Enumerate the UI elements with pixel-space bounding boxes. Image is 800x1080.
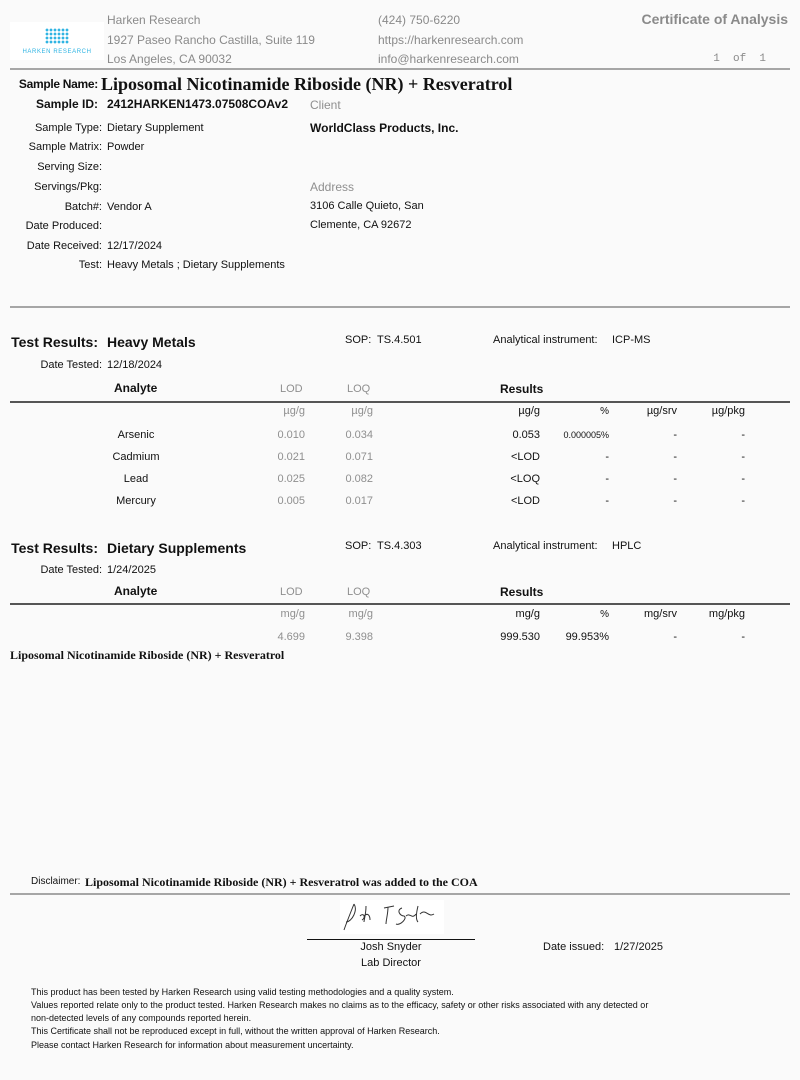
unit-result: mg/g (515, 608, 540, 620)
hm-header-results: Results (500, 382, 544, 396)
per-serving-value: - (673, 429, 677, 441)
lod-value: 0.005 (277, 495, 305, 507)
logo-dots-icon (45, 28, 69, 44)
sample-id-label: Sample ID: (35, 97, 98, 111)
disclaimer-text: Liposomal Nicotinamide Riboside (NR) + Resveratrol was added to the COA (85, 875, 478, 889)
analyte-name: Cadmium (112, 451, 160, 463)
sample-field-label: Servings/Pkg: (34, 181, 102, 193)
footer-line: This Certificate shall not be reproduced except in full, without the written approval of Harken Research. (31, 1026, 440, 1036)
lod-value: 0.021 (277, 451, 305, 463)
hm-sop-value: TS.4.501 (377, 334, 422, 346)
result-value: <LOD (510, 451, 540, 463)
header-divider (10, 68, 790, 70)
per-serving-value: - (673, 473, 677, 485)
analyte-name: Arsenic (117, 429, 155, 441)
hm-title-label: Test Results: (11, 334, 98, 350)
disclaimer-divider (10, 893, 790, 895)
footer-line: This product has been tested by Harken Research using valid testing methodologies and a quality system. (31, 987, 454, 997)
unit-lod: µg/g (283, 405, 305, 417)
analyte-name: Liposomal Nicotinamide Riboside (NR) + Resveratrol (10, 648, 285, 662)
hm-header-lod: LOD (280, 383, 303, 395)
document-title: Certificate of Analysis (641, 11, 788, 27)
per-serving-value: - (673, 451, 677, 463)
lod-value: 0.025 (277, 473, 305, 485)
sample-field-label: Serving Size: (37, 161, 102, 173)
hm-header-analyte: Analyte (114, 381, 158, 395)
ds-instrument-label: Analytical instrument: (493, 540, 598, 552)
ds-date-label: Date Tested: (40, 564, 102, 576)
sample-field-label: Batch#: (64, 201, 102, 213)
unit-lod: mg/g (280, 608, 305, 620)
hm-table-rule (10, 401, 790, 403)
hm-title-value: Heavy Metals (107, 334, 196, 350)
signature-image (340, 900, 444, 934)
sample-divider (10, 306, 790, 308)
footer-line: Values reported relate only to the product tested. Harken Research makes no claims as to the efficacy, safety or other risks associated with any detected or (31, 1000, 649, 1010)
ds-table-rule (10, 603, 790, 605)
loq-value: 0.034 (345, 429, 373, 441)
percent-value: 0.000005% (563, 430, 609, 440)
company-website[interactable]: https://harkenresearch.com (378, 33, 524, 47)
unit-per-package: mg/pkg (708, 608, 745, 620)
hm-date-label: Date Tested: (40, 359, 102, 371)
client-label: Client (310, 98, 341, 112)
company-name: Harken Research (107, 13, 201, 27)
ds-header-analyte: Analyte (114, 584, 158, 598)
sample-field-value: 12/17/2024 (107, 240, 163, 252)
sample-id-value: 2412HARKEN1473.07508COAv2 (107, 97, 288, 111)
ds-header-results: Results (500, 585, 544, 599)
ds-sop-label: SOP: (345, 540, 372, 552)
ds-title-value: Dietary Supplements (107, 540, 247, 556)
per-package-value: - (741, 631, 745, 643)
hm-date-value: 12/18/2024 (107, 359, 163, 371)
per-serving-value: - (673, 495, 677, 507)
lod-value: 0.010 (277, 429, 305, 441)
percent-value: - (605, 473, 609, 485)
per-package-value: - (741, 473, 745, 485)
sample-field-label: Sample Matrix: (28, 141, 102, 153)
loq-value: 0.017 (345, 495, 373, 507)
unit-result: µg/g (518, 405, 540, 417)
signature-scribble-icon (340, 900, 444, 934)
sample-field-value: Powder (107, 141, 145, 153)
per-package-value: - (741, 451, 745, 463)
analyte-name: Lead (123, 473, 149, 485)
per-serving-value: - (673, 631, 677, 643)
company-phone: (424) 750-6220 (378, 13, 461, 27)
ds-header-loq: LOQ (347, 586, 371, 598)
company-address-line1: 1927 Paseo Rancho Castilla, Suite 119 (107, 33, 315, 47)
sample-name-value: Liposomal Nicotinamide Riboside (NR) + Resveratrol (101, 74, 513, 94)
ds-date-value: 1/24/2025 (107, 564, 156, 576)
result-value: <LOD (510, 495, 540, 507)
unit-loq: µg/g (351, 405, 373, 417)
sample-field-label: Date Received: (26, 240, 102, 252)
unit-per-serving: mg/srv (644, 608, 677, 620)
ds-instrument-value: HPLC (612, 540, 642, 552)
date-issued-value: 1/27/2025 (614, 941, 663, 953)
percent-value: - (605, 451, 609, 463)
sample-name-label: Sample Name: (18, 77, 98, 91)
footer-line: Please contact Harken Research for information about measurement uncertainty. (31, 1040, 354, 1050)
result-value: <LOQ (510, 473, 540, 485)
hm-instrument-value: ICP-MS (612, 334, 651, 346)
loq-value: 9.398 (345, 631, 373, 643)
result-value: 999.530 (500, 631, 540, 643)
unit-per-serving: µg/srv (646, 405, 677, 417)
sample-field-label: Date Produced: (25, 220, 102, 232)
ds-title-label: Test Results: (11, 540, 98, 556)
percent-value: 99.953% (565, 631, 609, 643)
date-issued-label: Date issued: (543, 941, 605, 953)
result-value: 0.053 (512, 429, 540, 441)
unit-loq: mg/g (348, 608, 373, 620)
company-email[interactable]: info@harkenresearch.com (378, 52, 519, 66)
client-address-line2: Clemente, CA 92672 (310, 219, 412, 231)
hm-sop-label: SOP: (345, 334, 372, 346)
sample-field-value: Vendor A (107, 201, 152, 213)
harken-logo (10, 22, 104, 60)
sample-field-value: Dietary Supplement (107, 122, 204, 134)
logo-wordmark: HARKEN RESEARCH (22, 49, 92, 55)
ds-sop-value: TS.4.303 (377, 540, 422, 552)
unit-percent: % (600, 406, 609, 417)
unit-percent: % (600, 609, 609, 620)
per-package-value: - (741, 429, 745, 441)
lod-value: 4.699 (277, 631, 305, 643)
per-package-value: - (741, 495, 745, 507)
footer-line: non-detected levels of any compounds reported herein. (31, 1013, 252, 1023)
sample-field-label: Sample Type: (34, 122, 102, 134)
hm-header-loq: LOQ (347, 383, 371, 395)
sample-field-label: Test: (78, 259, 102, 271)
loq-value: 0.071 (345, 451, 373, 463)
signer-name: Josh Snyder (360, 941, 422, 953)
percent-value: - (605, 495, 609, 507)
client-address-label: Address (310, 180, 355, 194)
company-address-line2: Los Angeles, CA 90032 (107, 52, 232, 66)
client-address-line1: 3106 Calle Quieto, San (310, 200, 424, 212)
sample-field-value: Heavy Metals ; Dietary Supplements (107, 259, 285, 271)
loq-value: 0.082 (345, 473, 373, 485)
disclaimer-label: Disclaimer: (31, 876, 81, 887)
analyte-name: Mercury (116, 495, 156, 507)
page-indicator: 1 of 1 (713, 53, 766, 65)
hm-instrument-label: Analytical instrument: (493, 334, 598, 346)
client-name: WorldClass Products, Inc. (310, 121, 459, 135)
signer-title: Lab Director (361, 957, 421, 969)
ds-header-lod: LOD (280, 586, 303, 598)
signature-line (307, 939, 475, 940)
unit-per-package: µg/pkg (711, 405, 745, 417)
